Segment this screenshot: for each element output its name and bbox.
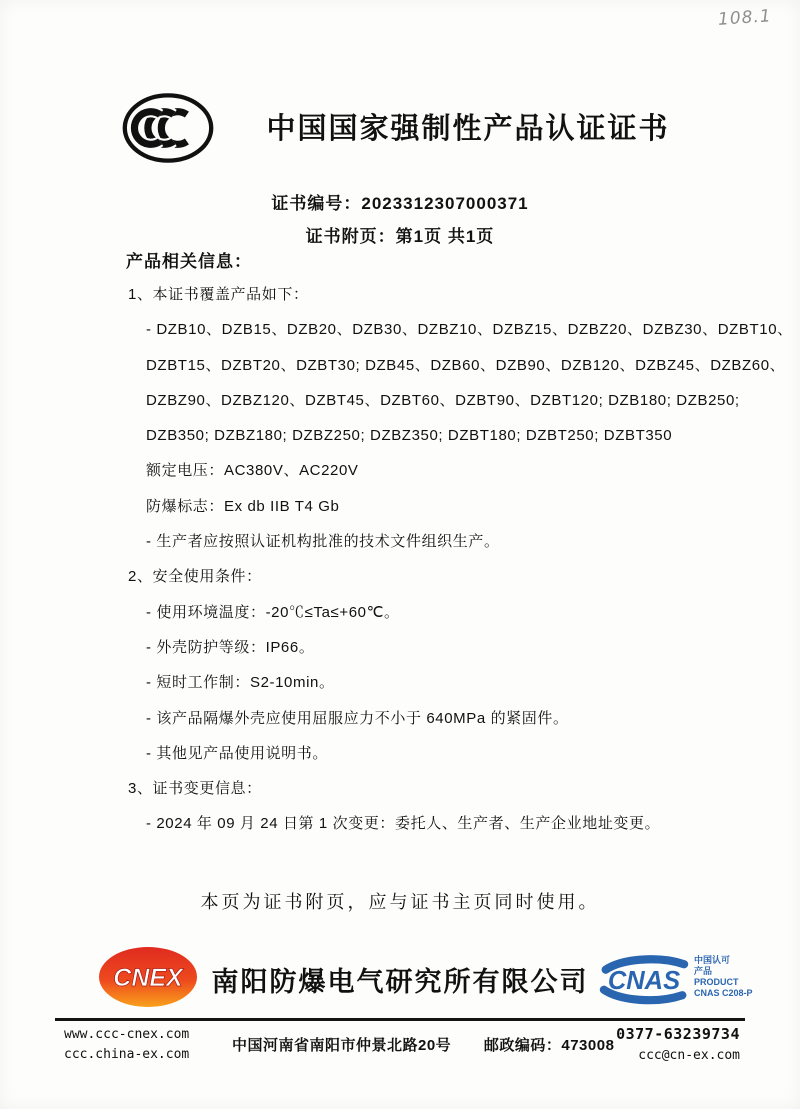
- product-line: 防爆标志：Ex db IIB T4 Gb: [146, 497, 340, 515]
- cnas-logo-text: CNAS: [607, 966, 681, 995]
- ccc-logo-icon: [120, 90, 216, 171]
- appendix-label: 证书附页：: [305, 227, 396, 246]
- certificate-appendix-line: [0, 222, 800, 247]
- company-address: 中国河南省南阳市仲景北路20号: [232, 1037, 452, 1054]
- product-line: 3、证书变更信息：: [128, 780, 262, 798]
- product-line: 1、本证书覆盖产品如下：: [128, 286, 309, 303]
- product-line: 额定电压：AC380V、AC220V: [146, 462, 359, 480]
- phone-email-block: [616, 1024, 740, 1066]
- company-name: 南阳防爆电气研究所有限公司: [211, 967, 589, 997]
- website-link-2: ccc.china-ex.com: [64, 1047, 190, 1062]
- address-line: [232, 1034, 614, 1055]
- cnas-logo-icon: [598, 946, 753, 1008]
- website-link-1: www.ccc-cnex.com: [64, 1027, 190, 1042]
- product-line: - DZB10、DZB15、DZB20、DZB30、DZBZ10、DZBZ15、DZBZ20、DZBZ30、DZBT10、: [146, 321, 793, 339]
- product-info-body: [0, 277, 800, 842]
- product-line: DZB350; DZBZ180; DZBZ250; DZBZ350; DZBT180; DZBT250; DZBT350: [146, 427, 673, 445]
- product-line: - 使用环境温度：-20℃≤Ta≤+60℃。: [146, 603, 400, 621]
- cnas-side-line: 产品: [694, 966, 713, 976]
- product-line: DZBZ90、DZBZ120、DZBT45、DZBT60、DZBT90、DZBT120; DZB180; DZB250;: [146, 391, 740, 409]
- certificate-number-label: 证书编号：: [271, 194, 362, 213]
- product-line: 2、安全使用条件：: [128, 568, 262, 586]
- cnas-side-line: PRODUCT: [694, 977, 739, 987]
- cnas-side-text: [694, 955, 753, 999]
- phone-number: 0377-63239734: [616, 1025, 740, 1043]
- certificate-header: [0, 88, 800, 172]
- cnex-logo-icon: [96, 944, 200, 1015]
- email-address: ccc@cn-ex.com: [638, 1048, 740, 1063]
- product-line: - 其他见产品使用说明书。: [146, 744, 328, 762]
- certificate-number-line: [0, 189, 800, 214]
- postal-label: 邮政编码：: [483, 1037, 562, 1054]
- certificate-number-value: 2023312307000371: [361, 194, 529, 213]
- product-line: - 外壳防护等级：IP66。: [146, 638, 315, 656]
- certificate-title: 中国国家强制性产品认证证书: [266, 113, 670, 145]
- footer-logos: [0, 938, 800, 1018]
- handwritten-page-number: 108.1: [717, 6, 773, 30]
- postal-code: 473008: [561, 1037, 615, 1054]
- product-line: - 该产品隔爆外壳应使用屈服应力不小于 640MPa 的紧固件。: [146, 709, 569, 727]
- product-line: - 短时工作制：S2-10min。: [146, 674, 335, 692]
- appendix-value: 第1页 共1页: [395, 227, 495, 246]
- footer-divider: [55, 1018, 745, 1021]
- product-line: DZBT15、DZBT20、DZBT30; DZB45、DZB60、DZB90、DZB120、DZBZ45、DZBZ60、: [146, 356, 786, 374]
- product-line: - 2024 年 09 月 24 日第 1 次变更：委托人、生产者、生产企业地址变更。: [146, 815, 661, 833]
- cnas-side-line: CNAS C208-P: [694, 988, 753, 998]
- cnas-side-line: 中国认可: [694, 955, 731, 965]
- product-line: - 生产者应按照认证机构批准的技术文件组织生产。: [146, 533, 500, 551]
- product-info-heading: 产品相关信息：: [126, 252, 252, 271]
- website-links: [64, 1025, 189, 1065]
- footer-note: 本页为证书附页，应与证书主页同时使用。: [200, 892, 600, 912]
- cnex-logo-text: CNEX: [113, 964, 183, 992]
